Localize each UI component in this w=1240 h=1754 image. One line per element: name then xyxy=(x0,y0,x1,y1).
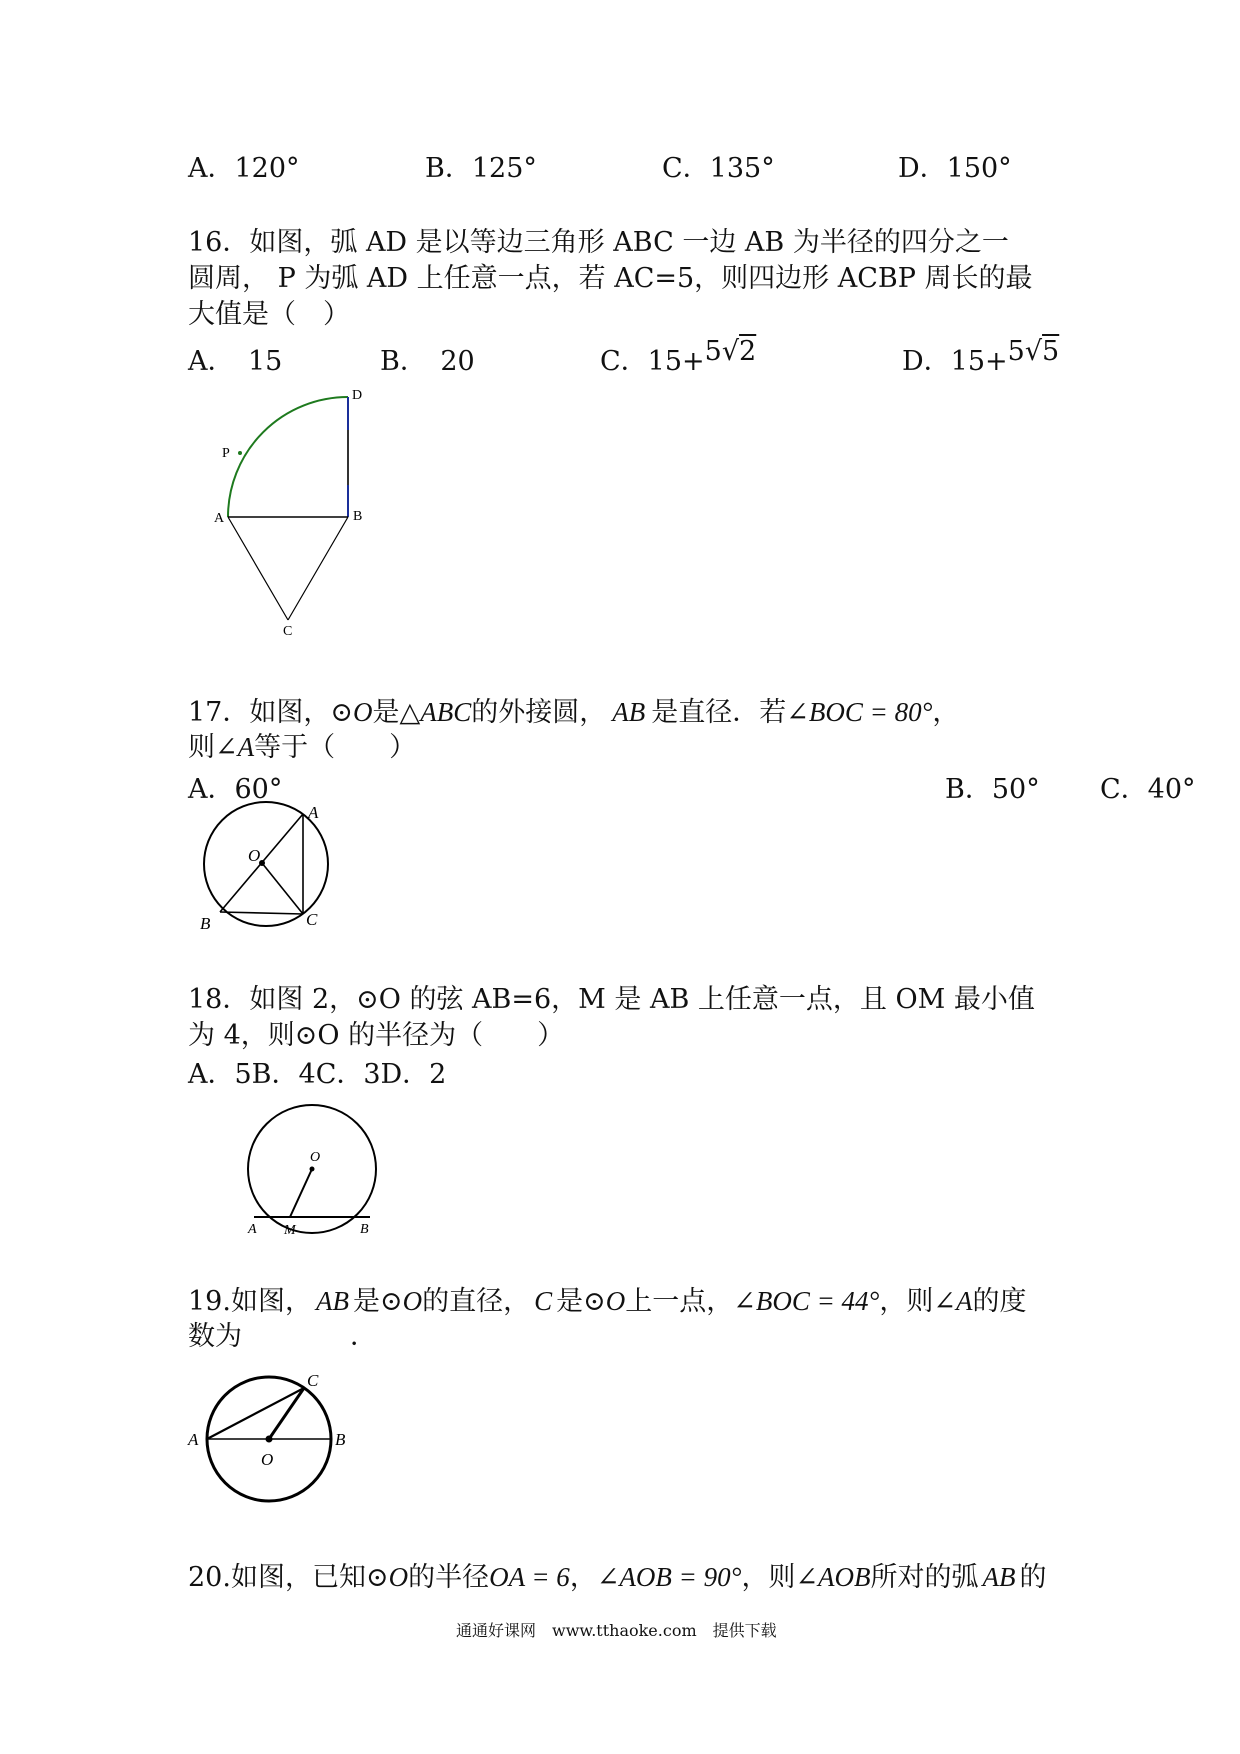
q19-circle-o-2: ⊙O xyxy=(583,1286,626,1316)
q20-radius-oa: OA = 6 xyxy=(489,1562,570,1592)
q16-option-c-radical: 5√2 xyxy=(704,336,757,367)
q16-segment-ac xyxy=(228,517,288,620)
q17-figure xyxy=(198,800,358,935)
q17-text-d: 是直径．若 xyxy=(651,697,787,728)
q17-segment-bc xyxy=(220,912,303,914)
q17-text-c: 的外接圆， xyxy=(471,697,607,728)
q17-angle-a: ∠A xyxy=(215,732,255,762)
q16-label-b: B xyxy=(353,509,363,524)
q17-text-e: ， xyxy=(932,697,960,728)
q18-segment-om xyxy=(290,1169,312,1217)
q19-text-g: 的度 xyxy=(972,1286,1027,1317)
q16-line-3: 大值是（ ） xyxy=(188,299,350,330)
q16-point-p xyxy=(238,451,242,455)
q16-label-c: C xyxy=(283,624,293,639)
q19-text-f: ，则 xyxy=(879,1286,934,1317)
q18-figure xyxy=(240,1105,400,1245)
q19-text-c: 的直径， xyxy=(422,1286,531,1317)
q20-text-c: ， xyxy=(569,1562,597,1593)
q17-label-b: B xyxy=(200,914,211,933)
q15-option-b: B．125° xyxy=(425,153,537,184)
q20-angle-aob-2: ∠AOB xyxy=(795,1562,871,1592)
q16-line-2: 圆周， P 为弧 AD 上任意一点，若 AC=5，则四边形 ACBP 周长的最 xyxy=(188,263,1033,294)
q19-label-o: O xyxy=(261,1450,274,1469)
q17-text-then: 则 xyxy=(188,732,215,763)
q17-option-b: B．50° xyxy=(945,774,1040,805)
q20-text-f: 的 xyxy=(1019,1562,1047,1593)
q16-d-coef: 5 xyxy=(1007,336,1025,367)
q19-text-d: 是 xyxy=(556,1286,584,1317)
q16-option-c xyxy=(600,336,757,379)
q19-label-b: B xyxy=(335,1430,346,1449)
q20-text-d: ，则 xyxy=(741,1562,796,1593)
q17-line-1 xyxy=(188,695,959,730)
q20-line-1 xyxy=(188,1560,1047,1595)
q16-c-radicand: 2 xyxy=(739,336,757,367)
q20-text-e: 所对的弧 xyxy=(870,1562,979,1593)
q17-label-c: C xyxy=(306,910,318,929)
q19-text-b: 是 xyxy=(352,1286,380,1317)
q16-d-radicand: 5 xyxy=(1042,336,1060,367)
q18-line-1: 18．如图 2，⊙O 的弦 AB=6，M 是 AB 上任意一点，且 OM 最小值 xyxy=(188,984,1035,1015)
q18-center-o xyxy=(310,1167,315,1172)
q17-angle-boc: ∠BOC = 80° xyxy=(786,697,933,727)
q19-point-c: C xyxy=(534,1286,553,1316)
q16-label-p: P xyxy=(222,446,230,461)
q18-label-a: A xyxy=(248,1222,257,1237)
q17-circle-o: ⊙O xyxy=(330,697,373,727)
q16-option-a: A． 15 xyxy=(188,346,283,377)
q15-option-a: A．120° xyxy=(188,153,300,184)
q17-text-b: 是 xyxy=(372,697,400,728)
q17-line-2 xyxy=(188,730,416,765)
q16-option-d-radical: 5√5 xyxy=(1007,336,1060,367)
q16-segment-bc xyxy=(288,517,348,620)
q17-label-a: A xyxy=(308,803,319,822)
q17-text-a: 17．如图， xyxy=(188,697,331,728)
q20-arc-ab: AB xyxy=(982,1562,1016,1592)
q17-triangle-abc: △ABC xyxy=(399,697,472,727)
q19-angle-a: ∠A xyxy=(933,1286,973,1316)
q18-line-2: 为 4，则⊙O 的半径为（ ） xyxy=(188,1020,565,1051)
q15-option-d: D．150° xyxy=(898,153,1012,184)
q17-option-a: A．60° xyxy=(188,774,283,805)
q17-segment-oc xyxy=(262,863,303,914)
q16-option-d-prefix: D．15+ xyxy=(902,346,1008,377)
q19-angle-boc: ∠BOC = 44° xyxy=(733,1286,880,1316)
q15-option-c: C．135° xyxy=(662,153,775,184)
q19-label-c: C xyxy=(307,1371,319,1390)
q17-ab: AB xyxy=(612,697,646,727)
q17-label-o: O xyxy=(248,846,261,865)
q16-label-a: A xyxy=(214,511,225,526)
q17-option-c: C．40° xyxy=(1100,774,1196,805)
q17-text-equals: 等于（ ） xyxy=(254,732,417,763)
q16-c-coef: 5 xyxy=(704,336,722,367)
q19-line-2: 数为 ． xyxy=(188,1321,377,1352)
q18-options: A．5B．4C．3D．2 xyxy=(188,1059,447,1090)
q16-figure xyxy=(210,385,370,639)
q16-label-d: D xyxy=(352,388,363,403)
q19-text-a: 19.如图， xyxy=(188,1286,312,1317)
q19-circle-o: ⊙O xyxy=(379,1286,423,1316)
q18-label-o: O xyxy=(310,1150,321,1165)
page-footer: 通通好课网 www.tthaoke.com 提供下载 xyxy=(456,1621,777,1640)
q19-segment-oc xyxy=(269,1388,304,1439)
q19-text-e: 上一点， xyxy=(625,1286,734,1317)
q16-option-c-prefix: C．15+ xyxy=(600,346,705,377)
q19-center-o xyxy=(266,1436,273,1443)
q16-option-b: B． 20 xyxy=(380,346,475,377)
q19-label-a: A xyxy=(188,1430,199,1449)
q16-line-1: 16．如图，弧 AD 是以等边三角形 ABC 一边 AB 为半径的四分之一 xyxy=(188,227,1009,258)
q18-label-b: B xyxy=(360,1222,369,1237)
q19-ab: AB xyxy=(315,1286,349,1316)
q16-option-d xyxy=(902,336,1060,379)
q19-line-1 xyxy=(188,1284,1026,1319)
q20-text-a: 20.如图，已知 xyxy=(188,1562,366,1593)
q18-label-m: M xyxy=(284,1223,296,1238)
q20-text-b: 的半径 xyxy=(408,1562,490,1593)
q20-circle-o: ⊙O xyxy=(365,1562,409,1592)
q19-segment-ac xyxy=(207,1388,304,1439)
q16-arc-ad xyxy=(228,397,348,517)
q19-figure xyxy=(185,1371,355,1505)
q20-angle-aob: ∠AOB = 90° xyxy=(596,1562,742,1592)
